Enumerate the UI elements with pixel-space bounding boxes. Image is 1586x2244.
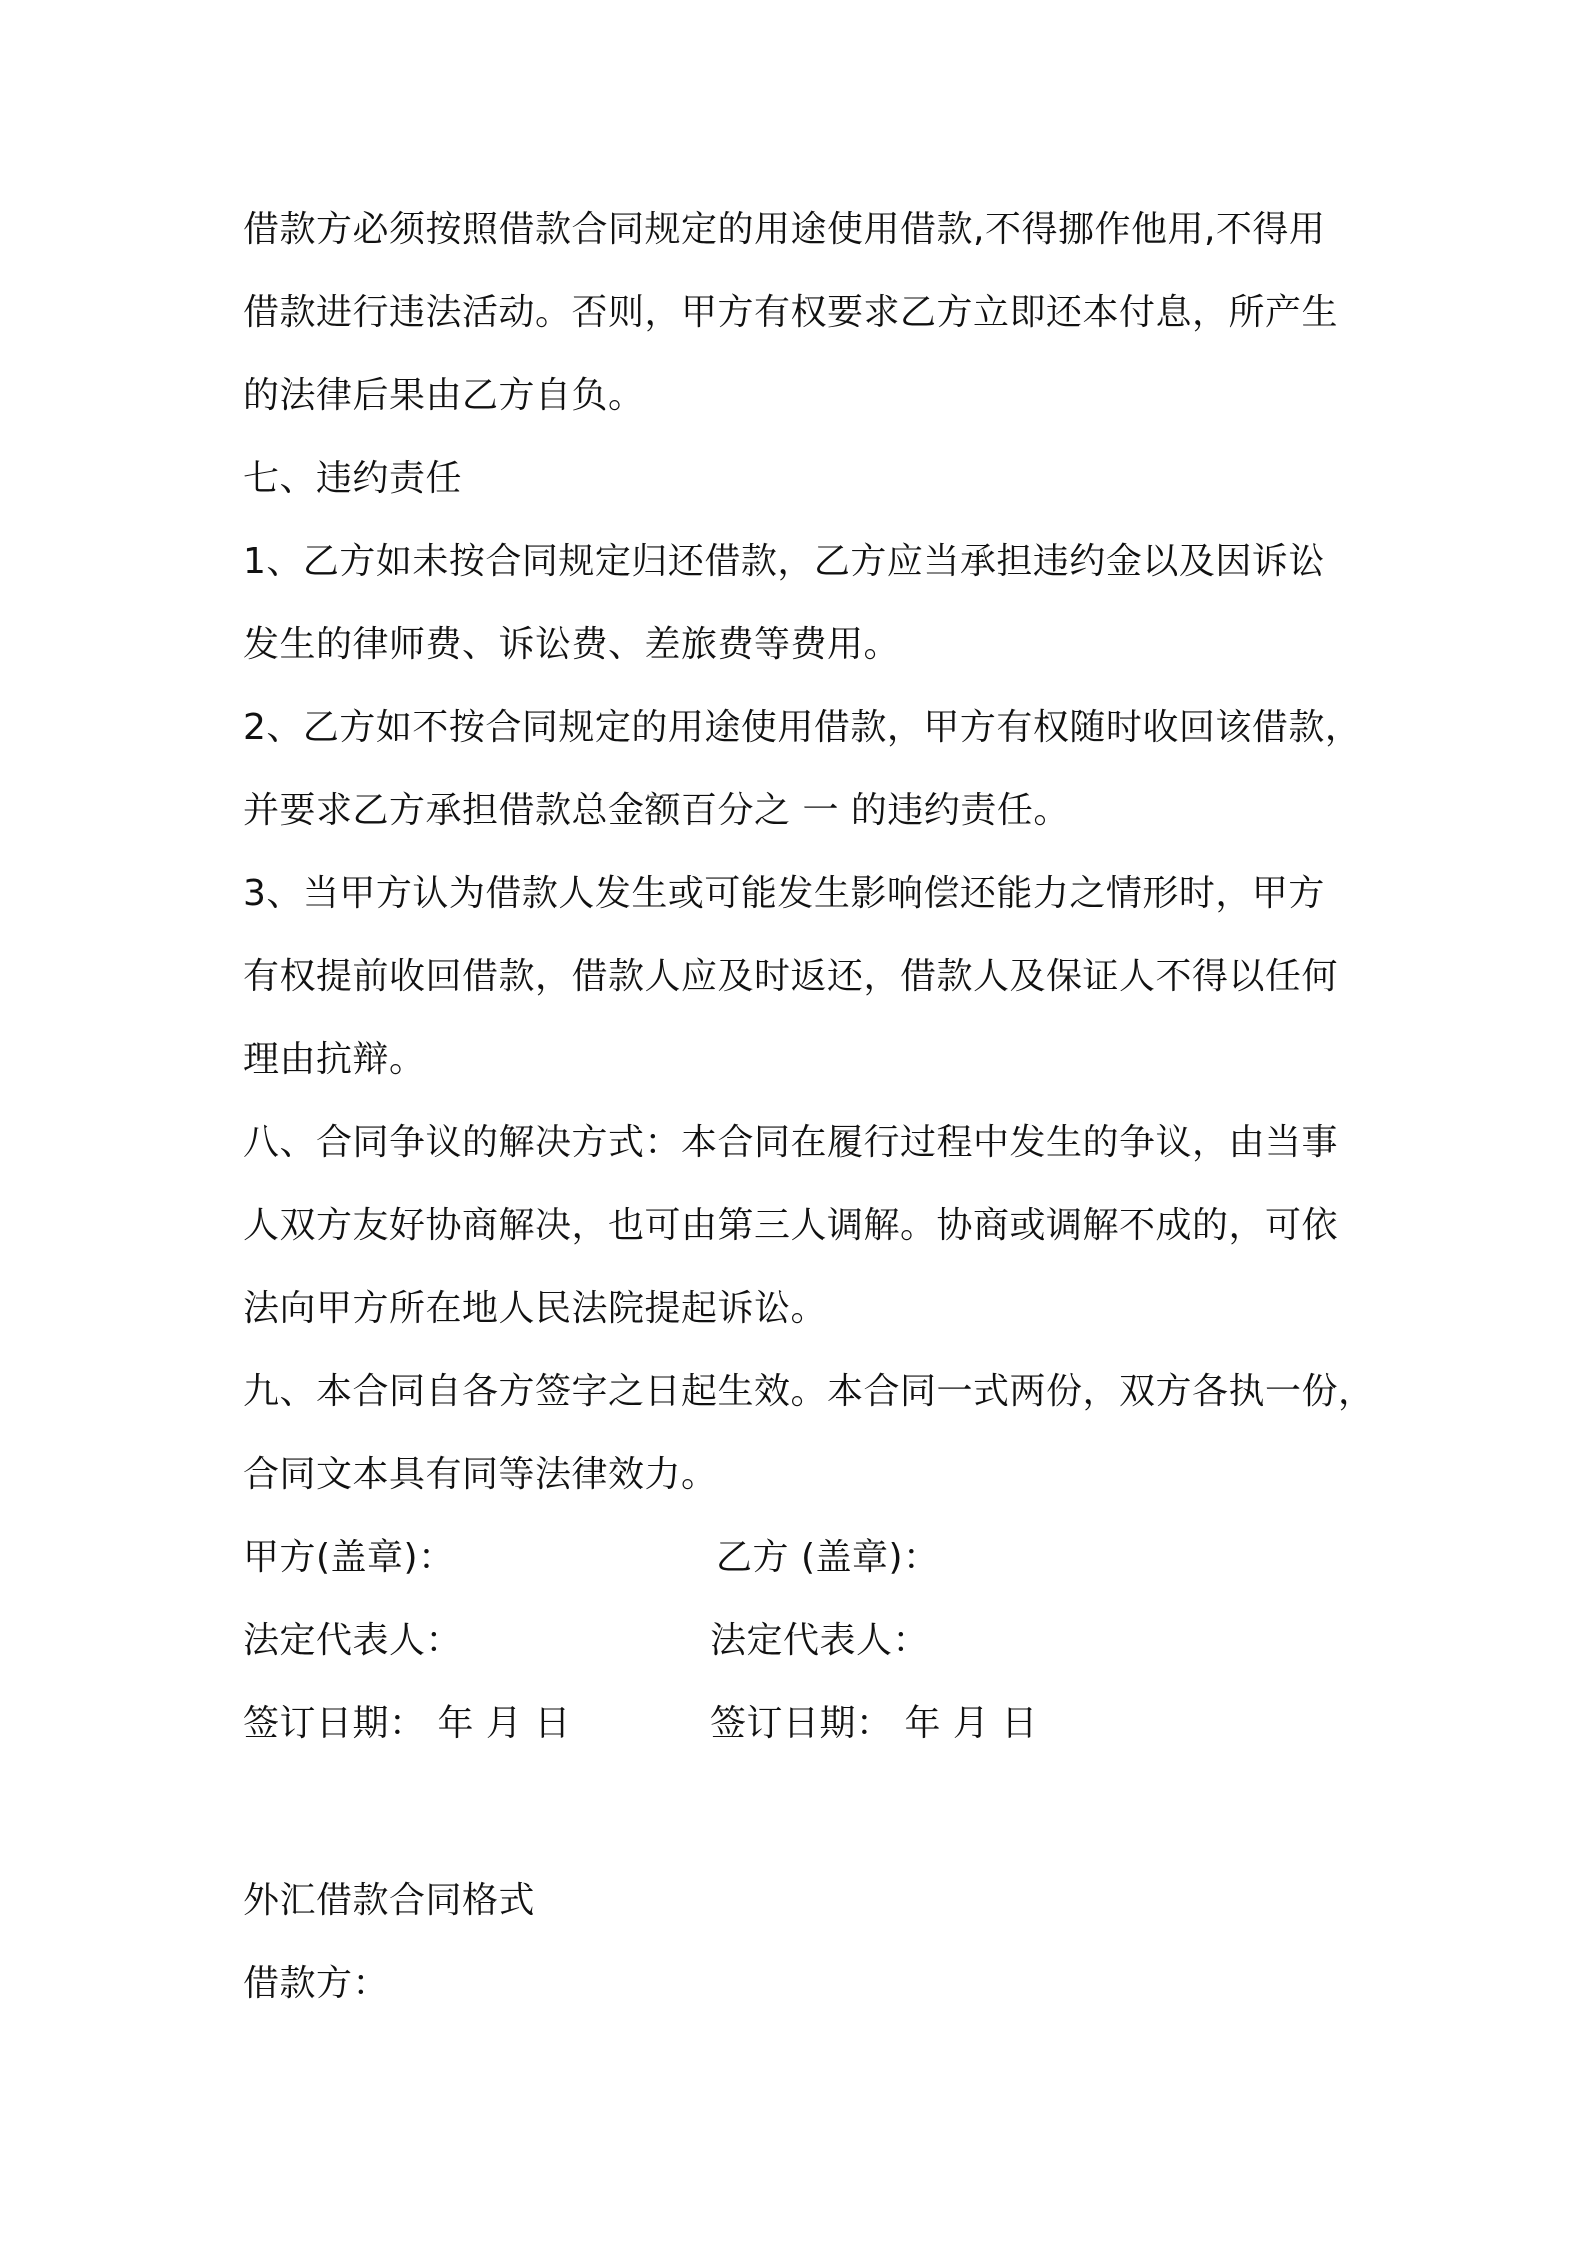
clause-line: 3、当甲方认为借款人发生或可能发生影响偿还能力之情形时，甲方 <box>243 873 1325 914</box>
clause-line: 有权提前收回借款，借款人应及时返还，借款人及保证人不得以任何 <box>243 956 1339 997</box>
party-b-date-label: 签订日期： 年 月 日 <box>710 1703 1038 1744</box>
party-b-rep-label: 法定代表人： <box>710 1620 930 1661</box>
next-document-title: 外汇借款合同格式 <box>243 1880 536 1921</box>
paragraph-line: 的法律后果由乙方自负。 <box>243 375 645 416</box>
section-heading: 七、违约责任 <box>243 458 463 499</box>
paragraph-line: 合同文本具有同等法律效力。 <box>243 1454 718 1495</box>
paragraph-line: 八、合同争议的解决方式：本合同在履行过程中发生的争议，由当事 <box>243 1122 1339 1163</box>
paragraph-line: 法向甲方所在地人民法院提起诉讼。 <box>243 1288 828 1329</box>
party-a-rep-label: 法定代表人： <box>243 1620 463 1661</box>
party-b-seal-label: 乙方 (盖章)： <box>716 1537 940 1578</box>
clause-line: 理由抗辩。 <box>243 1039 426 1080</box>
paragraph-line: 人双方友好协商解决，也可由第三人调解。协商或调解不成的，可依 <box>243 1205 1339 1246</box>
borrower-label: 借款方： <box>243 1963 390 2004</box>
party-a-date-label: 签订日期： 年 月 日 <box>243 1703 571 1744</box>
party-a-seal-label: 甲方(盖章)： <box>243 1537 455 1578</box>
clause-line: 2、乙方如不按合同规定的用途使用借款，甲方有权随时收回该借款， <box>243 707 1362 748</box>
paragraph-line: 借款方必须按照借款合同规定的用途使用借款,不得挪作他用,不得用 <box>243 209 1326 250</box>
clause-line: 发生的律师费、诉讼费、差旅费等费用。 <box>243 624 901 665</box>
clause-line: 1、乙方如未按合同规定归还借款，乙方应当承担违约金以及因诉讼 <box>243 541 1325 582</box>
paragraph-line: 借款进行违法活动。否则，甲方有权要求乙方立即还本付息，所产生 <box>243 292 1339 333</box>
paragraph-line: 九、本合同自各方签字之日起生效。本合同一式两份，双方各执一份， <box>243 1371 1375 1412</box>
clause-line: 并要求乙方承担借款总金额百分之 一 的违约责任。 <box>243 790 1070 831</box>
